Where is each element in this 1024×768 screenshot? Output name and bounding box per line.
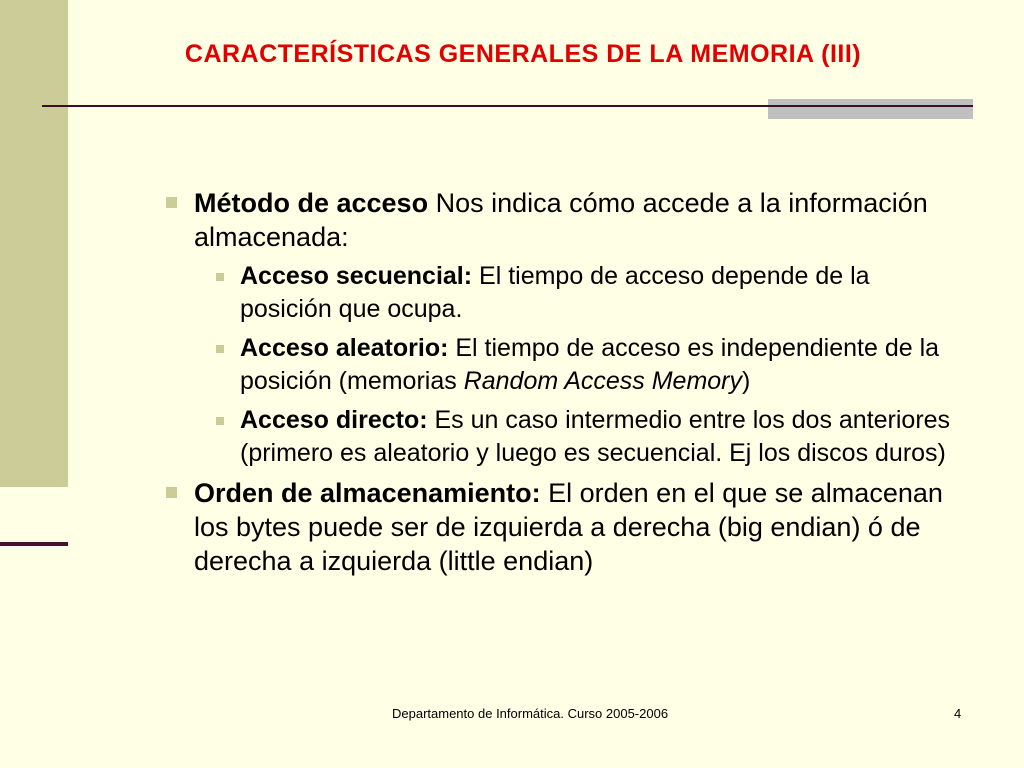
- subbullet-heading: Acceso directo:: [240, 406, 428, 434]
- subbullet-acceso-secuencial: [160, 260, 960, 326]
- subbullet-acceso-directo: [160, 404, 960, 470]
- side-decoration-line: [0, 542, 68, 546]
- footer-text: Departamento de Informática. Curso 2005-2006: [392, 706, 669, 721]
- subbullet-italic-text: Random Access Memory: [463, 367, 743, 395]
- square-bullet-icon: [166, 487, 177, 498]
- subbullet-tail: ): [742, 367, 751, 395]
- side-decoration-bar: [0, 0, 68, 487]
- bullet-text: Nos indica cómo accede a la información almacenada:: [194, 188, 928, 252]
- page-number: 4: [954, 706, 962, 721]
- bullet-orden-almacenamiento: [160, 476, 960, 578]
- subbullet-acceso-aleatorio: [160, 332, 960, 398]
- slide-title: CARACTERÍSTICAS GENERALES DE LA MEMORIA (III): [184, 40, 862, 68]
- subbullet-text: El tiempo de acceso es independiente de la posición (memorias: [240, 334, 940, 395]
- subbullet-heading: Acceso secuencial:: [240, 262, 473, 290]
- title-accent-bar: [768, 99, 973, 119]
- subbullet-text: Es un caso intermedio entre los dos anteriores (primero es aleatorio y luego es secuencial. Ej los discos duros): [240, 406, 951, 467]
- subbullet-text: El tiempo de acceso depende de la posición que ocupa.: [240, 262, 870, 323]
- subbullet-heading: Acceso aleatorio:: [240, 334, 449, 362]
- square-bullet-icon: [216, 345, 224, 353]
- bullet-text: El orden en el que se almacenan los bytes puede ser de izquierda a derecha (big endian) ó de derecha a izquierda (little endian): [194, 478, 943, 576]
- square-bullet-icon: [216, 273, 224, 281]
- slide-content: [160, 186, 960, 584]
- bullet-metodo-acceso: [160, 186, 960, 254]
- bullet-heading: Orden de almacenamiento:: [194, 478, 541, 508]
- square-bullet-icon: [216, 417, 224, 425]
- bullet-heading: Método de acceso: [194, 188, 429, 218]
- square-bullet-icon: [166, 197, 177, 208]
